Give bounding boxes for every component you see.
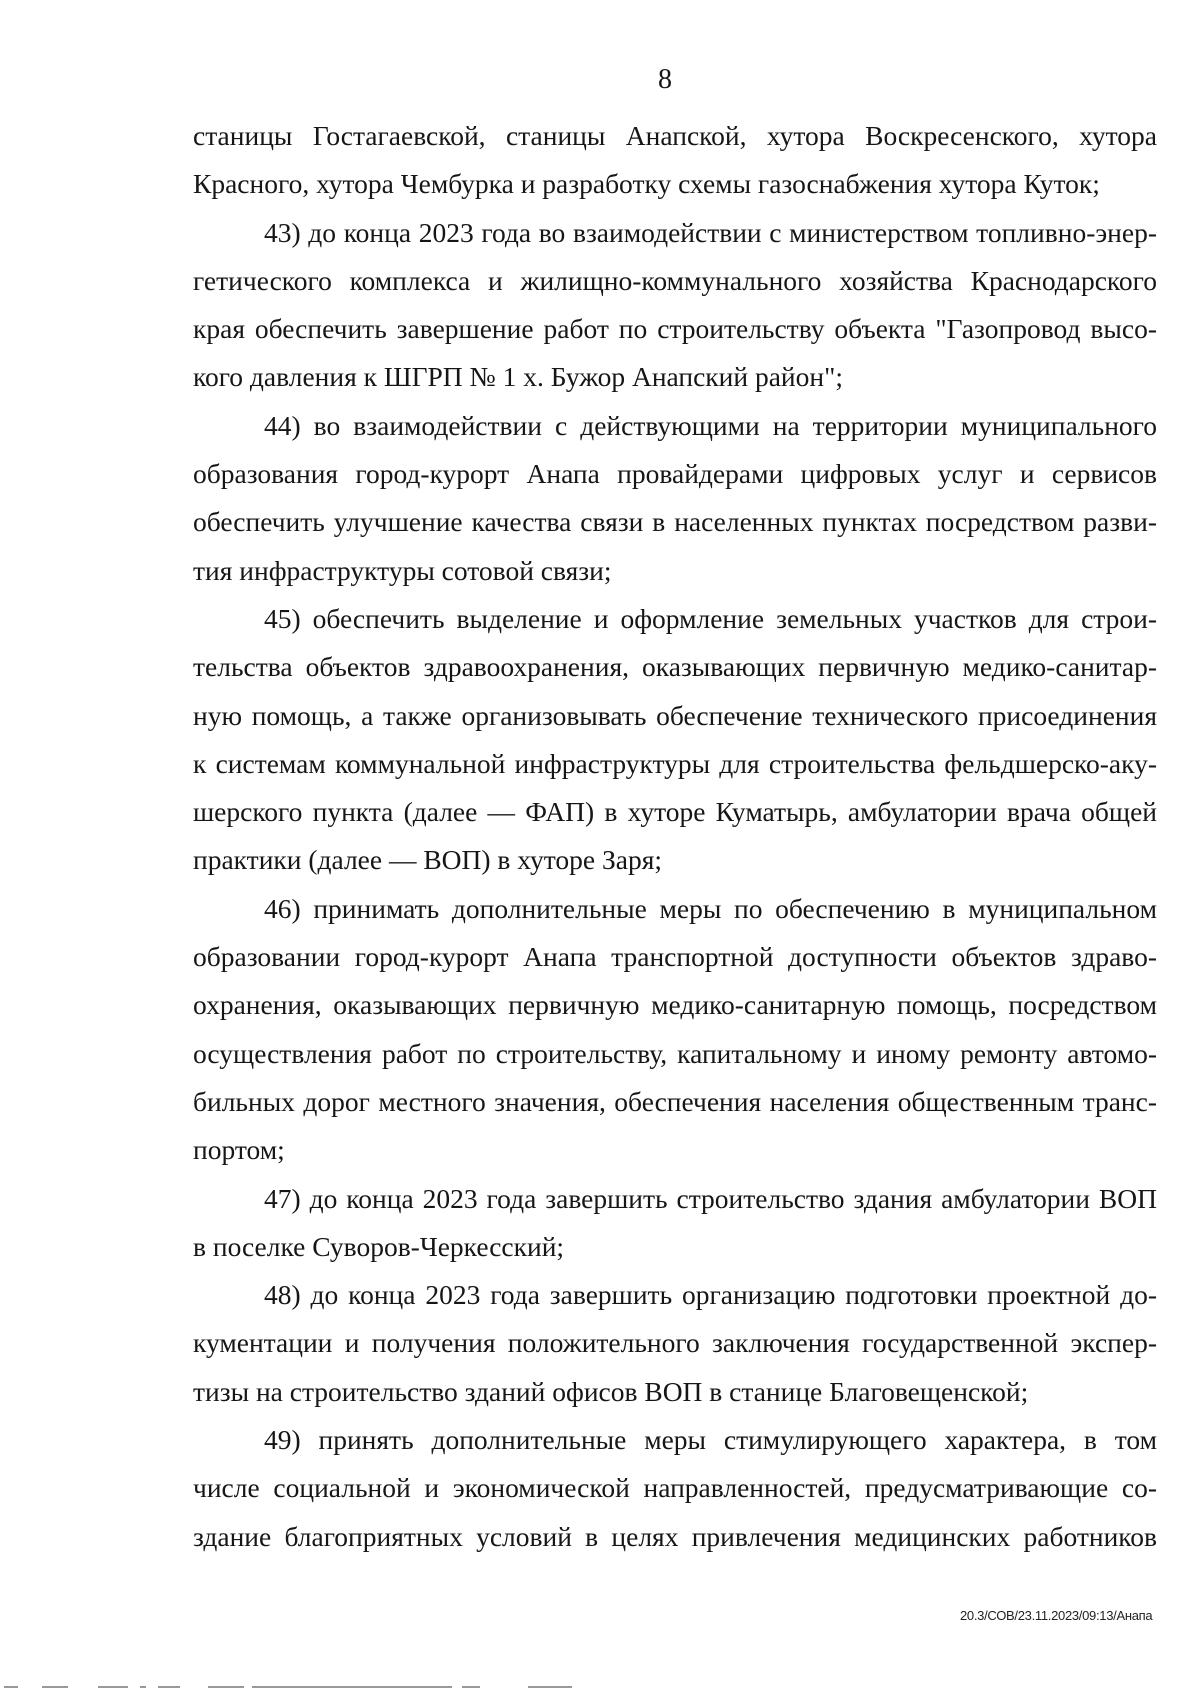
paragraph-item-48 [193,1271,1157,1416]
text-line: тизы на строительство зданий офисов ВОП в станице Благовещенской; [193,1375,1029,1407]
text-line: числе социальной и экономической направленностей, предусматривающие со- [193,1472,1157,1504]
text-line: образовании город-курорт Анапа транспортной доступности объектов здраво- [193,941,1157,973]
text-line: Красного, хутора Чембурка и разработку схемы газоснабжения хутора Куток; [193,168,1100,200]
document-registration-code: 20.3/СОВ/23.11.2023/09:13/Анапа [960,1608,1153,1623]
text-line: 45) обеспечить выделение и оформление земельных участков для строи- [264,602,1157,634]
text-line: гетического комплекса и жилищно-коммунального хозяйства Краснодарского [193,264,1157,296]
paragraph-item-45 [193,595,1157,885]
text-line: кого давления к ШГРП № 1 х. Бужор Анапский район"; [193,361,843,393]
paragraph-item-44 [193,402,1157,595]
text-line: бильных дорог местного значения, обеспечения населения общественным транс- [193,1085,1157,1117]
text-line: 46) принимать дополнительные меры по обеспечению в муниципальном [264,892,1157,924]
text-line: шерского пункта (далее — ФАП) в хуторе Куматырь, амбулатории врача общей [193,796,1157,828]
text-line: образования город-курорт Анапа провайдерами цифровых услуг и сервисов [193,458,1157,490]
text-line: в поселке Суворов-Черкесский; [193,1230,565,1262]
paragraph-item-49 [193,1416,1157,1561]
text-line: станицы Гостагаевской, станицы Анапской, хутора Воскресенского, хутора [193,120,1157,151]
text-line: осуществления работ по строительству, капитальному и иному ремонту автомо- [193,1037,1157,1069]
text-line: 48) до конца 2023 года завершить организацию подготовки проектной до- [264,1279,1157,1311]
paragraph-item-47 [193,1175,1157,1272]
text-line: края обеспечить завершение работ по строительству объекта "Газопровод высо- [193,313,1157,345]
text-line: 49) принять дополнительные меры стимулирующего характера, в том [264,1424,1157,1456]
text-line: кументации и получения положительного заключения государственной экспер- [193,1327,1157,1359]
document-body [193,112,1157,1561]
paragraph-continuation [193,112,1157,209]
text-line: здание благоприятных условий в целях привлечения медицинских работников [193,1520,1157,1552]
paragraph-item-43 [193,209,1157,402]
text-line: 44) во взаимодействии с действующими на территории муниципального [264,409,1157,441]
text-line: 43) до конца 2023 года во взаимодействии с министерством топливно-энер- [264,216,1157,248]
text-line: тия инфраструктуры сотовой связи; [193,554,612,586]
text-line: охранения, оказывающих первичную медико-санитарную помощь, посредством [193,989,1157,1021]
page-number: 8 [658,64,672,95]
text-line: ную помощь, а также организовывать обеспечение технического присоединения [193,699,1157,731]
text-line: портом; [193,1134,285,1166]
text-line: к системам коммунальной инфраструктуры для строительства фельдшерско-аку- [193,747,1157,779]
text-line: обеспечить улучшение качества связи в населенных пунктах посредством разви- [193,506,1157,538]
paragraph-item-46 [193,885,1157,1175]
text-line: 47) до конца 2023 года завершить строительство здания амбулатории ВОП [264,1182,1157,1214]
text-line: тельства объектов здравоохранения, оказывающих первичную медико-санитар- [193,651,1157,683]
text-line: практики (далее — ВОП) в хуторе Заря; [193,844,663,876]
scan-edge-artifact [0,1686,620,1688]
